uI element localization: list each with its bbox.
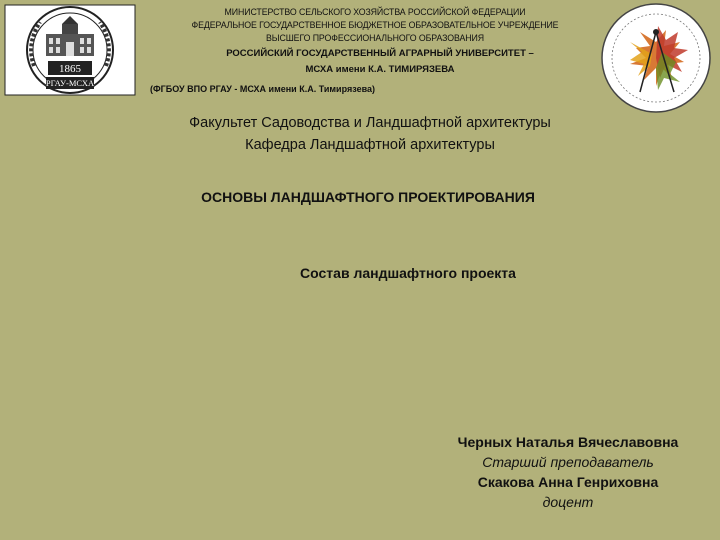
university-name bbox=[180, 46, 580, 78]
author-name: Черных Наталья Вячеславовна bbox=[457, 434, 679, 450]
department-name: Кафедра Ландшафтной архитектуры bbox=[245, 137, 495, 153]
university-line: РОССИЙСКИЙ ГОСУДАРСТВЕННЫЙ АГРАРНЫЙ УНИВЕРСИТЕТ – bbox=[226, 48, 534, 59]
university-seal-icon bbox=[4, 4, 136, 96]
ministry-line: ФЕДЕРАЛЬНОЕ ГОСУДАРСТВЕННОЕ БЮДЖЕТНОЕ ОБРАЗОВАТЕЛЬНОЕ УЧРЕЖДЕНИЕ bbox=[191, 20, 559, 30]
author-name: Скакова Анна Генриховна bbox=[477, 474, 659, 490]
university-seal-logo bbox=[4, 4, 136, 96]
university-short-name: (ФГБОУ ВПО РГАУ - МСХА имени К.А. Тимирязева) bbox=[150, 84, 375, 94]
seal-year: 1865 bbox=[59, 63, 81, 75]
ministry-header bbox=[150, 6, 600, 45]
author-role: доцент bbox=[542, 494, 594, 510]
department-emblem-logo bbox=[600, 2, 712, 114]
authors-block bbox=[418, 432, 718, 512]
course-title: ОСНОВЫ ЛАНДШАФТНОГО ПРОЕКТИРОВАНИЯ bbox=[201, 189, 535, 205]
ministry-line: МИНИСТЕРСТВО СЕЛЬСКОГО ХОЗЯЙСТВА РОССИЙСКОЙ ФЕДЕРАЦИИ bbox=[224, 7, 526, 17]
university-line: МСХА имени К.А. ТИМИРЯЗЕВА bbox=[305, 64, 455, 75]
ministry-line: ВЫСШЕГО ПРОФЕССИОНАЛЬНОГО ОБРАЗОВАНИЯ bbox=[266, 33, 484, 43]
author-role: Старший преподаватель bbox=[482, 454, 654, 470]
faculty-info bbox=[140, 112, 600, 156]
faculty-name: Факультет Садоводства и Ландшафтной архитектуры bbox=[189, 115, 551, 131]
seal-caption: РГАУ-МСХА bbox=[45, 78, 95, 88]
topic-title: Состав ландшафтного проекта bbox=[300, 265, 516, 281]
maple-leaf-emblem-icon bbox=[600, 2, 712, 114]
